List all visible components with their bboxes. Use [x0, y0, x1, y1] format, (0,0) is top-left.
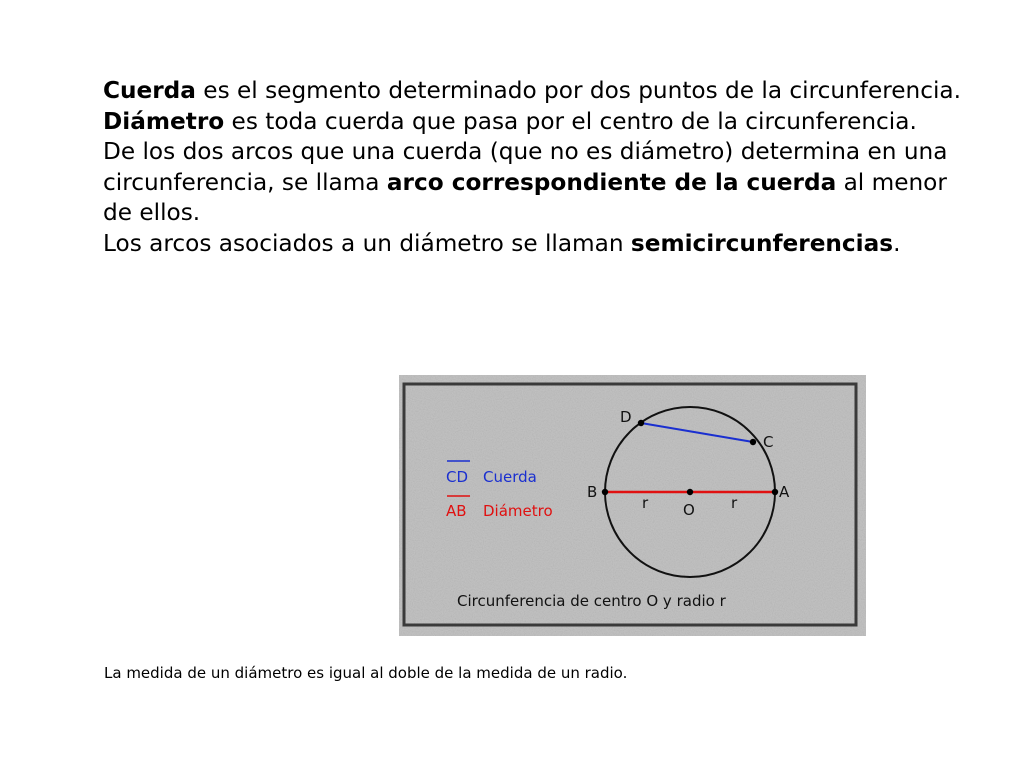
- circle-figure: [399, 375, 866, 636]
- point-c-dot: [750, 439, 756, 445]
- point-b-dot: [602, 489, 608, 495]
- legend-ab-text: Diámetro: [483, 502, 553, 520]
- chord-definition: [103, 76, 963, 107]
- radius-left-label: r: [642, 494, 649, 512]
- legend-cd-text: Cuerda: [483, 468, 537, 486]
- legend-cd-segment: CD: [446, 468, 469, 486]
- radius-right-label: r: [731, 494, 738, 512]
- arc-definition-intro: De los dos arcos que una cuerda (que no es diámetro) determina en una circunferencia, se llama: [103, 138, 948, 196]
- arc-term: arco correspondiente de la cuerda: [386, 168, 837, 196]
- center-o-dot: [687, 489, 693, 495]
- semicircle-definition: [103, 229, 963, 260]
- chord-term: Cuerda: [103, 77, 196, 104]
- point-a-label: A: [779, 483, 790, 501]
- arc-definition-end: al menor de ellos.: [103, 168, 947, 226]
- definitions-text: [103, 76, 963, 259]
- center-o-label: O: [683, 501, 695, 519]
- point-d-dot: [638, 420, 644, 426]
- circle-diagram: [399, 375, 866, 636]
- point-b-label: B: [587, 483, 598, 501]
- point-d-label: D: [620, 408, 632, 426]
- diameter-definition-text: es toda cuerda que pasa por el centro de la circunferencia.: [224, 107, 917, 135]
- diameter-radius-note: La medida de un diámetro es igual al doble de la medida de un radio.: [104, 664, 628, 682]
- semicircle-definition-end: .: [893, 229, 901, 257]
- diameter-definition: [103, 107, 963, 138]
- point-a-dot: [772, 489, 778, 495]
- diameter-term: Diámetro: [103, 107, 225, 135]
- semicircle-definition-intro: Los arcos asociados a un diámetro se llaman: [103, 229, 631, 257]
- legend-ab-segment: AB: [446, 502, 467, 520]
- arc-definition: [103, 137, 963, 229]
- figure-caption: Circunferencia de centro O y radio r: [457, 592, 726, 610]
- chord-definition-text: es el segmento determinado por dos puntos de la circunferencia.: [195, 77, 961, 104]
- point-c-label: C: [763, 433, 774, 451]
- semicircle-term: semicircunferencias: [630, 229, 894, 257]
